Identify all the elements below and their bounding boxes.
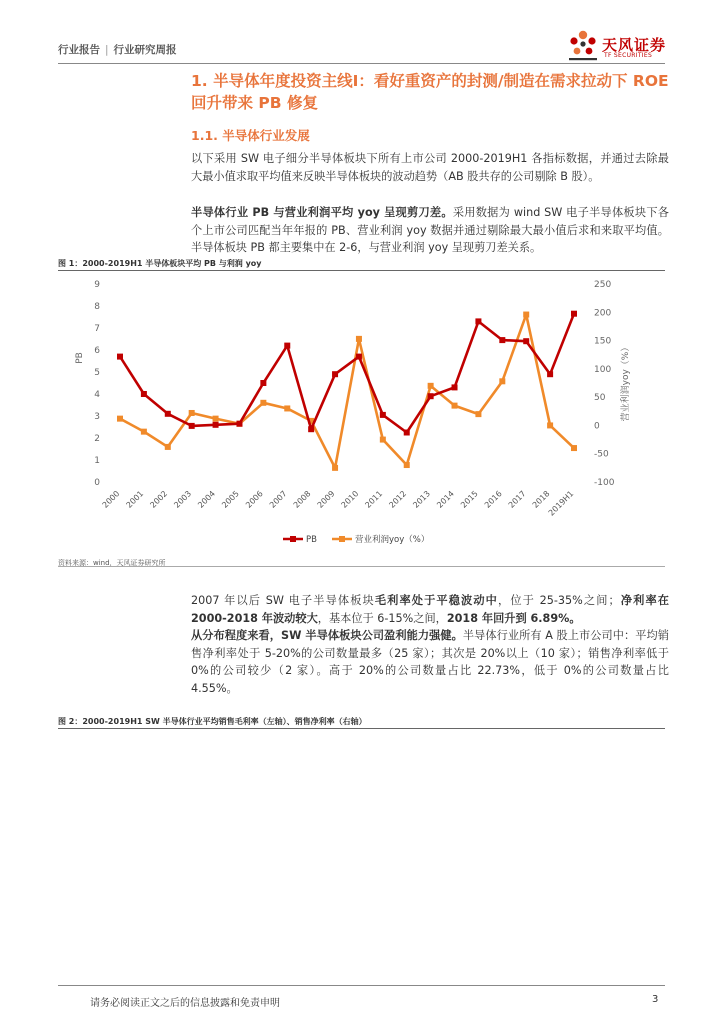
yoy-data-point (452, 403, 458, 409)
pb-data-point (213, 422, 219, 428)
distribution-body: 半导体行业所有 A 股上市公司中：平均销售净利率处于 5-20%的公司数量最多（25 家）；其次是 20%以上（10 家）；销售净利率低于 0%的公司较少（2 家）。高于 20%的公司数量占比 22.73%，低于 0%的公司数量占比 4.55%。 (191, 629, 669, 695)
pb-data-point (571, 311, 577, 317)
yoy-data-point (428, 383, 434, 389)
yoy-data-point (404, 462, 410, 468)
pb-data-point (380, 412, 386, 418)
pb-data-point (332, 371, 338, 377)
yoy-data-point (332, 465, 338, 471)
x-tick-label: 2000 (100, 489, 122, 510)
subsection-heading: 1.1. 半导体行业发展 (191, 128, 310, 143)
x-tick-label: 2001 (124, 489, 146, 510)
yoy-data-point (380, 437, 386, 443)
x-tick-label: 2005 (220, 489, 241, 510)
y-right-tick-label: -50 (594, 449, 609, 460)
tf-securities-logo (566, 28, 676, 64)
page-number: 3 (652, 994, 659, 1005)
x-tick-label: 2010 (339, 489, 361, 510)
margin-text-f: 2018 年回升到 6.89%。 (446, 611, 581, 625)
y-left-tick-label: 6 (94, 346, 100, 356)
header-divider (58, 63, 665, 64)
x-tick-label: 2013 (411, 489, 433, 510)
pb-data-point (547, 371, 553, 377)
x-tick-label: 2015 (459, 489, 480, 510)
legend-pb-marker (290, 536, 296, 542)
margin-text-b: 毛利率处于平稳波动中 (374, 594, 498, 607)
distribution-lead: 从分布程度来看，SW 半导体板块公司盈利能力强健。 (191, 629, 463, 642)
chart-legend (283, 534, 429, 545)
report-type: 行业报告 (58, 44, 100, 56)
x-tick-label: 2009 (315, 489, 337, 510)
pb-data-point (308, 426, 314, 432)
figure2-title: 图 2：2000-2019H1 SW 半导体行业平均销售毛利率（左轴）、销售净利率（右轴） (58, 717, 367, 726)
y-left-tick-label: 3 (94, 412, 100, 422)
pb-data-point (499, 337, 505, 343)
x-tick-label: 2004 (196, 489, 217, 510)
pb-data-point (141, 391, 147, 397)
y-left-tick-label: 5 (94, 368, 100, 378)
pb-data-point (260, 380, 266, 386)
yoy-data-point (571, 445, 577, 451)
pb-data-point (189, 423, 195, 429)
y-right-tick-label: 100 (594, 364, 612, 375)
yoy-data-point (475, 411, 481, 417)
y-left-tick-label: 8 (94, 302, 100, 312)
legend-yoy-marker (339, 536, 345, 542)
footer-disclaimer: 请务必阅读正文之后的信息披露和免责申明 (90, 998, 280, 1009)
logo-chinese: 天风证券 (602, 36, 667, 54)
report-subtype: 行业研究周报 (113, 44, 177, 56)
y-left-tick-label: 2 (94, 434, 100, 444)
yoy-data-point (117, 416, 123, 422)
header-separator: | (105, 44, 109, 56)
x-tick-label: 2008 (291, 489, 313, 510)
pb-yoy-body: 采用数据为 wind SW 电子半导体板块下各个上市公司匹配当年年报的 PB、营业利润 yoy 数据并通过剔除最大最小值后求和来取平均值。半导体板块 PB 都主要集中在 2-6，与营业利润 yoy 呈现剪刀差关系。 (191, 206, 669, 254)
pb-data-point (356, 354, 362, 360)
pb-yoy-chart (0, 272, 724, 572)
pb-data-point (475, 318, 481, 324)
x-tick-label: 2006 (244, 489, 265, 510)
pb-data-point (523, 338, 529, 344)
y-right-tick-label: 0 (594, 421, 600, 432)
figure1-source: 资料来源：wind，天风证券研究所 (58, 559, 166, 567)
y-right-tick-label: 250 (594, 280, 612, 290)
y-axis-right-label: 营业利润yoy（%） (621, 342, 631, 422)
section-heading: 1. 半导体年度投资主线Ⅰ：看好重资产的封测/制造在需求拉动下 ROE 回升带来 PB 修复 (191, 72, 669, 112)
pb-data-point (117, 354, 123, 360)
x-tick-label: 2011 (363, 489, 385, 510)
y-axis-left-label: PB (75, 352, 85, 364)
margin-paragraph (191, 592, 669, 697)
legend-yoy-label: 营业利润yoy（%） (355, 535, 430, 545)
y-right-tick-label: 150 (594, 336, 612, 347)
pb-data-point (404, 430, 410, 436)
margin-text-e: ，基本位于 6-15%之间， (317, 611, 447, 625)
pb-data-point (284, 343, 290, 349)
x-tick-label: 2007 (267, 489, 289, 510)
yoy-data-point (213, 416, 219, 422)
figure1-title: 图 1：2000-2019H1 半导体板块平均 PB 与利润 yoy (58, 259, 262, 268)
yoy-series-line (120, 315, 574, 468)
figure1-bottom-rule (58, 566, 665, 567)
x-tick-label: 2002 (148, 489, 170, 510)
x-tick-label: 2014 (435, 489, 456, 510)
intro-paragraph: 以下采用 SW 电子细分半导体板块下所有上市公司 2000-2019H1 各指标数据，并通过去除最大最小值求取平均值来反映半导体板块的波动趋势（AB 股共存的公司剔除 B 股）。 (191, 152, 669, 183)
yoy-data-point (499, 378, 505, 384)
yoy-data-point (547, 422, 553, 428)
x-tick-label: 2016 (482, 489, 504, 510)
yoy-data-point (523, 312, 529, 318)
logo-flower-icon (566, 28, 602, 64)
yoy-data-point (356, 336, 362, 342)
pb-data-point (236, 421, 242, 427)
figure2-top-rule (58, 728, 665, 729)
y-right-tick-label: 200 (594, 308, 612, 319)
y-left-tick-label: 4 (94, 390, 100, 400)
yoy-data-point (141, 429, 147, 435)
pb-data-point (428, 393, 434, 399)
margin-text-a: 2007 年以后 SW 电子半导体板块 (191, 594, 375, 607)
x-tick-label: 2012 (387, 489, 409, 510)
report-category (58, 42, 177, 57)
x-tick-label: 2019H1 (546, 489, 576, 518)
margin-text-c: ，位于 25-35%之间； (498, 594, 620, 607)
y-left-tick-label: 9 (94, 280, 100, 290)
pb-yoy-paragraph (191, 204, 669, 257)
y-left-tick-label: 7 (94, 324, 100, 334)
legend-pb-label: PB (306, 535, 317, 545)
pb-yoy-lead: 半导体行业 PB 与营业利润平均 yoy 呈现剪刀差。 (191, 206, 453, 219)
footer-divider (58, 985, 665, 986)
x-tick-label: 2003 (172, 489, 194, 510)
yoy-data-point (165, 444, 171, 450)
pb-data-point (165, 411, 171, 417)
pb-data-point (452, 384, 458, 390)
logo-english: TF SECURITIES (604, 52, 653, 59)
yoy-data-point (284, 405, 290, 411)
margin-text-d: 净利率在 2000-2018 年波动较大 (191, 594, 669, 625)
x-tick-label: 2018 (530, 489, 552, 510)
y-left-tick-label: 0 (94, 478, 100, 488)
yoy-data-point (189, 410, 195, 416)
x-tick-label: 2017 (506, 489, 528, 510)
figure1-top-rule (58, 270, 665, 271)
y-right-tick-label: -100 (594, 478, 615, 488)
yoy-data-point (260, 400, 266, 406)
y-left-tick-label: 1 (94, 456, 100, 466)
y-right-tick-label: 50 (594, 393, 606, 404)
